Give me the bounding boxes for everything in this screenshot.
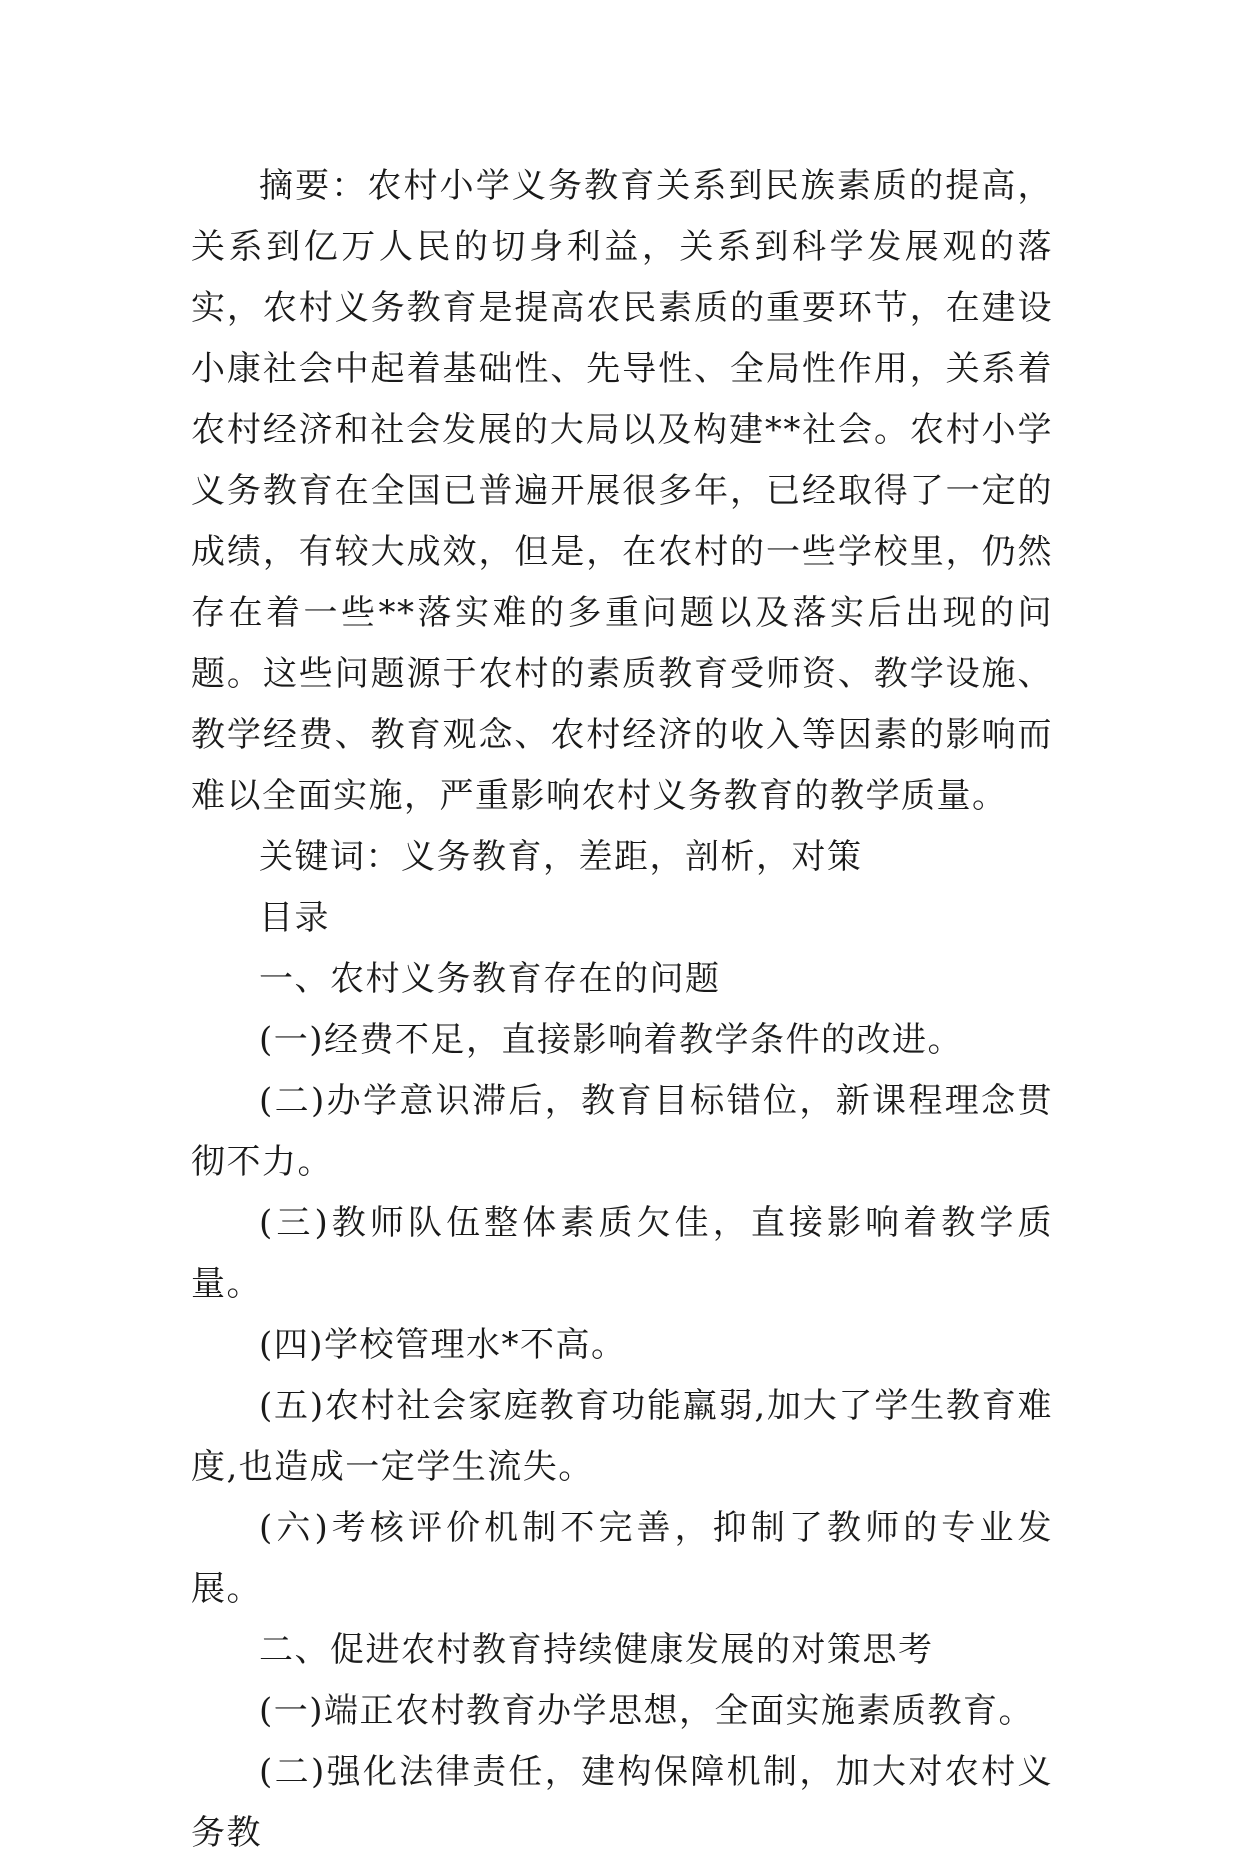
toc-item: (一)经费不足，直接影响着教学条件的改进。 [259,1020,964,1060]
toc-item: (六)考核评价机制不完善，抑制了教师的专业发展。 [191,1508,1053,1609]
toc-item: (二)办学意识滞后，教育目标错位，新课程理念贯彻不力。 [191,1081,1053,1182]
document-page [191,156,1053,1864]
toc-title: 目录 [259,898,330,938]
toc-item: (一)端正农村教育办学思想，全面实施素质教育。 [259,1691,1035,1731]
abstract-text: 农村小学义务教育关系到民族素质的提高，关系到亿万人民的切身利益，关系到科学发展观的落实，农村义务教育是提高农民素质的重要环节，在建设小康社会中起着基础性、先导性、全局性作用，关系着农村经济和社会发展的大局以及构建**社会。农村小学义务教育在全国已普遍开展很多年，已经取得了一定的成绩，有较大成效，但是，在农村的一些学校里，仍然存在着一些**落实难的多重问题以及落实后出现的问题。这些问题源于农村的素质教育受师资、教学设施、教学经费、教育观念、农村经济的收入等因素的影响而难以全面实施，严重影响农村义务教育的教学质量。 [191,166,1054,816]
section-heading: 一、农村义务教育存在的问题 [259,959,721,999]
abstract-label: 摘要： [259,166,368,206]
keywords-line: 关键词：义务教育，差距，剖析，对策 [259,837,863,877]
toc-item: (二)强化法律责任，建构保障机制，加大对农村义务教 [191,1752,1053,1853]
toc-item: (三)教师队伍整体素质欠佳，直接影响着教学质量。 [191,1203,1053,1304]
toc-item: (五)农村社会家庭教育功能羸弱,加大了学生教育难度,也造成一定学生流失。 [191,1386,1053,1487]
abstract-paragraph [191,156,1053,827]
toc-item: (四)学校管理水*不高。 [259,1325,627,1365]
section-heading: 二、促进农村教育持续健康发展的对策思考 [259,1630,934,1670]
